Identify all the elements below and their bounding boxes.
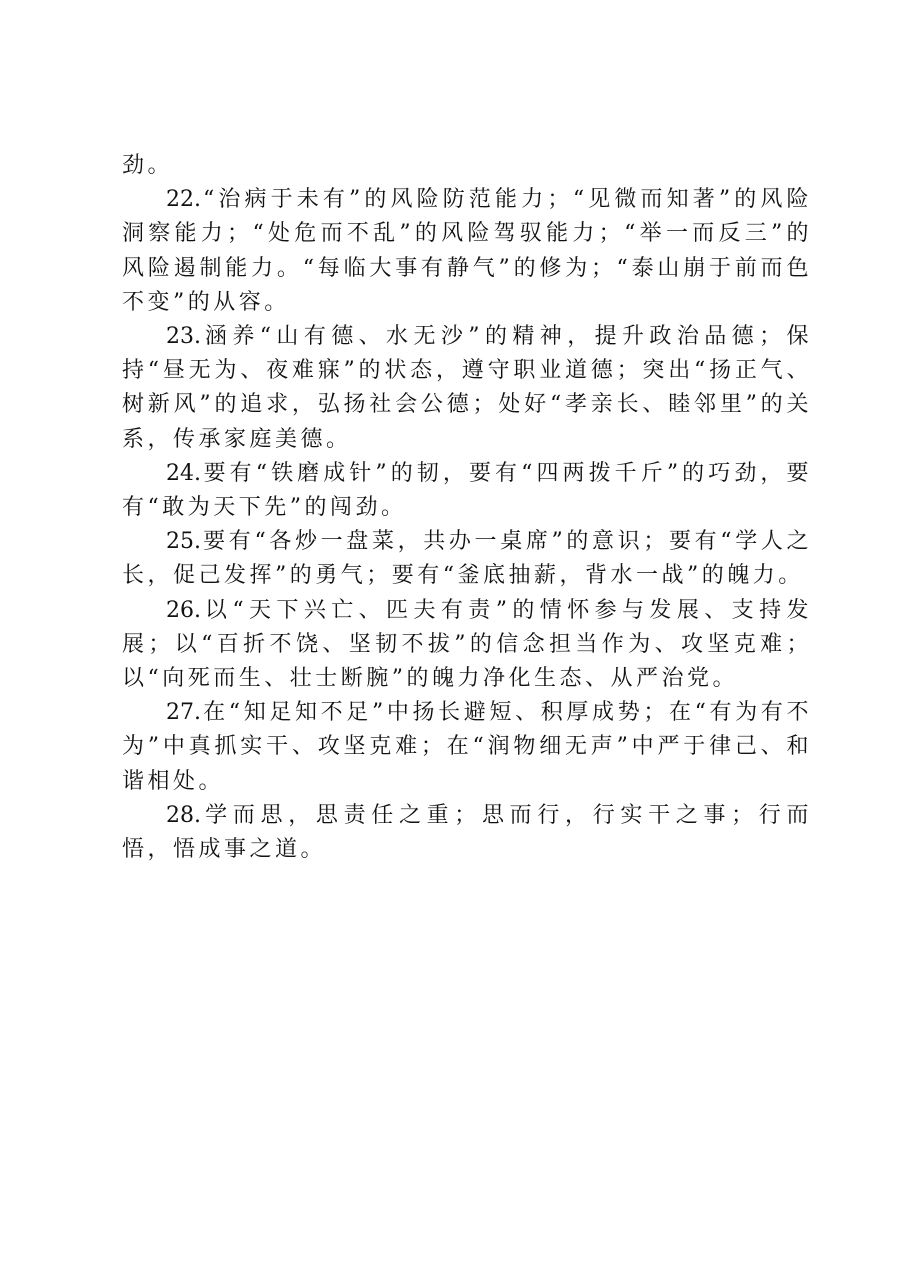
paragraph-25 — [122, 525, 812, 593]
paragraph-28 — [122, 799, 812, 867]
paragraph-number: 27. — [166, 700, 201, 726]
document-body — [122, 149, 812, 867]
paragraph-number: 23. — [166, 324, 201, 350]
paragraph-text: 以“天下兴亡、匹夫有责”的情怀参与发展、支持发展；以“百折不饶、坚韧不拔”的信念担当作为、攻坚克难；以“向死而生、壮士断腕”的魄力净化生态、从严治党。 — [122, 597, 812, 692]
paragraph-text: 学而思，思责任之重；思而行，行实干之事；行而悟，悟成事之道。 — [122, 802, 812, 863]
paragraph-23 — [122, 320, 812, 457]
paragraph-26 — [122, 594, 812, 697]
paragraph-number: 25. — [166, 529, 201, 555]
paragraph-text: 要有“各炒一盘菜，共办一桌席”的意识；要有“学人之长，促己发挥”的勇气；要有“釜底抽薪，背水一战”的魄力。 — [122, 529, 812, 589]
paragraph-text: 劲。 — [122, 153, 174, 178]
paragraph-text: “治病于未有”的风险防范能力；“见微而知著”的风险洞察能力；“处危而不乱”的风险驾驭能力；“举一而反三”的风险遏制能力。“每临大事有静气”的修为；“泰山崩于前而色不变”的从容。 — [122, 187, 812, 315]
paragraph-text: 涵养“山有德、水无沙”的精神，提升政治品德；保持“昼无为、夜难寐”的状态，遵守职业道德；突出“扬正气、树新风”的追求，弘扬社会公德；处好“孝亲长、睦邻里”的关系，传承家庭美德。 — [122, 324, 812, 452]
paragraph-text: 要有“铁磨成针”的韧，要有“四两拨千斤”的巧劲，要有“敢为天下先”的闯劲。 — [122, 460, 812, 521]
paragraph-number: 26. — [166, 597, 201, 623]
paragraph-number: 28. — [166, 802, 201, 828]
paragraph-27 — [122, 696, 812, 799]
paragraph-22 — [122, 183, 812, 320]
paragraph-text: 在“知足知不足”中扬长避短、积厚成势；在“有为有不为”中真抓实干、攻坚克难；在“润物细无声”中严于律己、和谐相处。 — [122, 700, 812, 794]
paragraph-number: 24. — [166, 460, 201, 486]
paragraph-24 — [122, 457, 812, 525]
paragraph-number: 22. — [166, 187, 201, 213]
paragraph-continuation — [122, 149, 812, 183]
